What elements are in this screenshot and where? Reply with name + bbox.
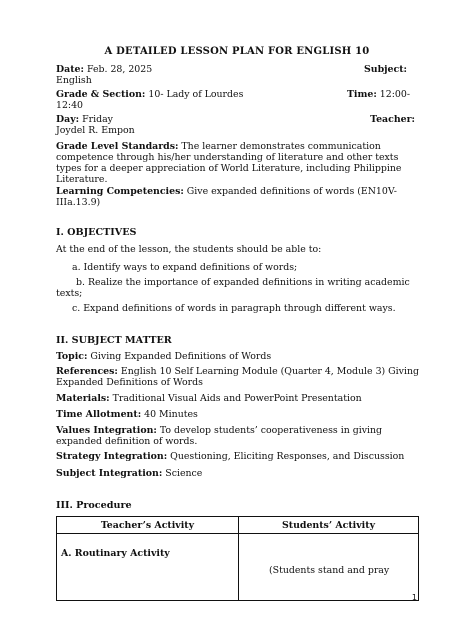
grade-time-block [56, 89, 419, 111]
strategy-integration [56, 451, 404, 462]
student-activity-text: (Students stand and pray [269, 565, 390, 576]
date-subject-block [56, 64, 419, 86]
objectives-heading: I. OBJECTIVES [56, 227, 137, 238]
topic-label: Topic: [56, 351, 88, 362]
time-label: Time: [346, 89, 377, 100]
values-text: To develop students’ cooperativeness in giving [156, 425, 383, 436]
grade-label: Grade & Section: [56, 89, 146, 100]
topic [56, 351, 271, 362]
objectives-intro: At the end of the lesson, the students should be able to: [56, 244, 322, 255]
procedure-table [56, 516, 419, 601]
competencies-label: Learning Competencies: [56, 186, 184, 197]
subject-integration-label: Subject Integration: [56, 468, 163, 479]
standards-label: Grade Level Standards: [56, 141, 179, 152]
table-header-row [57, 517, 419, 534]
teacher-label: Teacher: [370, 114, 415, 125]
routinary-activity: A. Routinary Activity [61, 548, 170, 559]
references-text: English 10 Self Learning Module (Quarter 4, Module 3) Giving [117, 366, 420, 377]
day-label: Day: [56, 114, 80, 125]
references-label: References: [56, 366, 118, 377]
objective-b-continued: texts; [56, 288, 83, 299]
standards-text: The learner demonstrates communication [178, 141, 381, 152]
standards-text: types for a deeper appreciation of World Literature, including Philippine [56, 163, 402, 174]
objective-a: a. Identify ways to expand definitions of words; [72, 262, 298, 273]
date-label: Date: [56, 64, 84, 75]
page-number: 1 [411, 593, 417, 602]
topic-value: Giving Expanded Definitions of Words [87, 351, 272, 362]
competencies-text: Give expanded definitions of words (EN10V- [183, 186, 397, 197]
learning-competencies [56, 186, 419, 208]
page-title: A DETAILED LESSON PLAN FOR ENGLISH 10 [104, 46, 370, 57]
procedure-heading: III. Procedure [56, 500, 132, 511]
subject-matter-heading: II. SUBJECT MATTER [56, 335, 172, 346]
day-value: Friday [79, 114, 113, 125]
materials [56, 393, 362, 404]
teacher-activity-header: Teacher’s Activity [57, 517, 239, 534]
references-text: Expanded Definitions of Words [56, 377, 203, 388]
student-activity-header: Students’ Activity [239, 517, 419, 534]
time-value: 12:00- [376, 89, 410, 100]
objective-c: c. Expand definitions of words in paragraph through different ways. [72, 303, 396, 314]
strategy-label: Strategy Integration: [56, 451, 168, 462]
subject-value: English [56, 75, 92, 86]
values-text: expanded definition of words. [56, 436, 198, 447]
time-allotment-label: Time Allotment: [56, 409, 142, 420]
standards-text: competence through his/her understanding of literature and other texts [56, 152, 399, 163]
values-label: Values Integration: [56, 425, 157, 436]
standards-text: Literature. [56, 174, 108, 185]
materials-value: Traditional Visual Aids and PowerPoint Presentation [109, 393, 362, 404]
time-value-continued: 12:40 [56, 100, 84, 111]
teacher-activity-cell [57, 534, 239, 601]
subject-integration-value: Science [162, 468, 203, 479]
day-teacher-block [56, 114, 419, 136]
time-allotment-value: 40 Minutes [141, 409, 198, 420]
grade-level-standards [56, 141, 419, 185]
objective-b: b. Realize the importance of expanded definitions in writing academic [76, 277, 410, 288]
references [56, 366, 419, 388]
date-value: Feb. 28, 2025 [83, 64, 153, 75]
strategy-value: Questioning, Eliciting Responses, and Discussion [167, 451, 405, 462]
student-activity-cell [239, 534, 419, 601]
time-allotment [56, 409, 198, 420]
teacher-value: Joydel R. Empon [56, 125, 135, 136]
competencies-text: IIIa.13.9) [56, 197, 101, 208]
subject-integration [56, 468, 202, 479]
grade-value: 10- Lady of Lourdes [145, 89, 244, 100]
materials-label: Materials: [56, 393, 110, 404]
subject-label: Subject: [364, 64, 407, 75]
table-row [57, 534, 419, 601]
values-integration [56, 425, 419, 447]
